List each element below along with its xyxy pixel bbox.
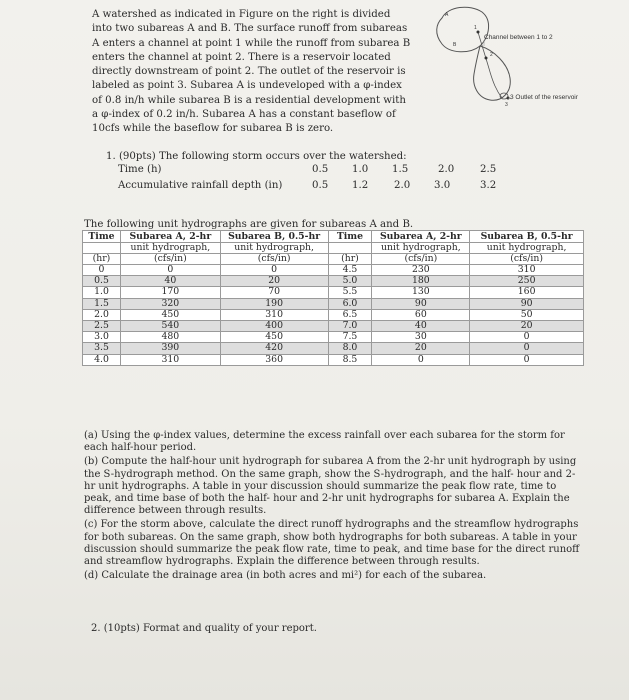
table-row: [83, 265, 584, 276]
question-line: (b) Compute the half-hour unit hydrograph for subarea A from the 2-hr unit hydrograph by using: [84, 456, 577, 468]
question-a: [84, 430, 580, 454]
sub-questions: [84, 430, 580, 584]
header-subarea-b-05hr: Subarea B, 0.5-hr: [220, 231, 328, 243]
table-cell: 0: [470, 343, 584, 354]
storm-depth-label: Accumulative rainfall depth (in): [118, 180, 283, 191]
table-row: [83, 276, 584, 287]
storm-depth-value: 0.5: [312, 180, 329, 191]
question-line: the S-hydrograph method. On the same graph, show the S-hydrograph, and the half- hour and 2-: [84, 468, 576, 480]
table-cell: 450: [220, 332, 328, 343]
storm-depth-value: 1.2: [352, 180, 369, 191]
intro-line: labeled as point 3. Subarea A is undeveloped with a φ-index: [92, 80, 402, 92]
table-header-row: [83, 231, 584, 243]
header-uh-line: unit hydrograph,: [372, 243, 470, 254]
header-time: Time: [83, 231, 121, 243]
question-2: 2. (10pts) Format and quality of your report.: [91, 623, 317, 634]
table-row: [83, 320, 584, 331]
table-cell: 190: [220, 298, 328, 309]
table-cell: 320: [120, 298, 220, 309]
table-cell: 540: [120, 320, 220, 331]
table-header-row: [83, 243, 584, 254]
header-unit-hr: (hr): [328, 254, 372, 265]
table-row: [83, 298, 584, 309]
table-cell: 6.0: [328, 298, 372, 309]
table-cell: 60: [372, 309, 470, 320]
table-cell: 0: [120, 265, 220, 276]
unit-hydrograph-intro: The following unit hydrographs are given for subareas A and B.: [84, 219, 414, 230]
table-cell: 40: [372, 320, 470, 331]
question-line: peak, and time base of both the half- hour and 2-hr unit hydrographs for subarea A. Explain the: [84, 493, 570, 505]
table-cell: 5.0: [328, 276, 372, 287]
question-line: difference between through results.: [84, 505, 267, 517]
table-cell: 1.0: [83, 287, 121, 298]
table-cell: 450: [120, 309, 220, 320]
storm-depth-value: 3.2: [480, 180, 497, 191]
question-d: [84, 570, 580, 582]
intro-line: into two subareas A and B. The surface runoff from subareas: [92, 23, 408, 35]
intro-line: a φ-index of 0.2 in/h. Subarea A has a constant baseflow of: [92, 109, 396, 121]
question-line: (c) For the storm above, calculate the direct runoff hydrographs and the streamflow hydrographs: [84, 519, 579, 531]
intro-paragraph: [92, 8, 422, 137]
table-cell: 3.0: [83, 332, 121, 343]
table-cell: 20: [220, 276, 328, 287]
intro-line: 10cfs while the baseflow for subarea B is zero.: [92, 123, 334, 135]
table-cell: 50: [470, 309, 584, 320]
header-unit-cfs: (cfs/in): [120, 254, 220, 265]
question-line: each half-hour period.: [84, 442, 197, 454]
table-cell: 20: [470, 320, 584, 331]
table-cell: 0: [470, 332, 584, 343]
header-blank: [328, 243, 372, 254]
diagram-label-3: 3: [505, 102, 508, 108]
table-cell: 360: [220, 354, 328, 365]
storm-time-label: Time (h): [118, 164, 162, 175]
intro-line: A watershed as indicated in Figure on the right is divided: [92, 9, 391, 20]
header-unit-hr: (hr): [83, 254, 121, 265]
table-cell: 160: [470, 287, 584, 298]
table-cell: 0: [470, 354, 584, 365]
header-subarea-a-2hr: Subarea A, 2-hr: [372, 231, 470, 243]
storm-depth-value: 2.0: [394, 180, 411, 191]
storm-time-value: 0.5: [312, 164, 329, 175]
table-cell: 0.5: [83, 276, 121, 287]
table-cell: 8.5: [328, 354, 372, 365]
table-cell: 390: [120, 343, 220, 354]
table-cell: 30: [372, 332, 470, 343]
diagram-label-1: 1: [474, 25, 477, 31]
question-line: for both subareas. On the same graph, show both hydrographs for both subareas. A table in your: [84, 531, 577, 543]
table-cell: 2.5: [83, 320, 121, 331]
table-cell: 90: [470, 298, 584, 309]
header-subarea-a-2hr: Subarea A, 2-hr: [120, 231, 220, 243]
intro-line: enters the channel at point 2. There is a reservoir located: [92, 51, 391, 63]
table-cell: 0: [372, 354, 470, 365]
channel-label: Channel between 1 to 2: [484, 34, 553, 41]
table-cell: 0: [220, 265, 328, 276]
table-cell: 0: [83, 265, 121, 276]
question-b: [84, 456, 580, 517]
table-row: [83, 332, 584, 343]
table-cell: 400: [220, 320, 328, 331]
table-cell: 180: [372, 276, 470, 287]
point-2-dot: [485, 57, 488, 60]
table-cell: 310: [120, 354, 220, 365]
header-unit-cfs: (cfs/in): [372, 254, 470, 265]
storm-time-value: 1.0: [352, 164, 369, 175]
table-header-row: [83, 254, 584, 265]
table-row: [83, 343, 584, 354]
table-cell: 420: [220, 343, 328, 354]
table-cell: 7.5: [328, 332, 372, 343]
channel-line: [478, 32, 502, 98]
table-row: [83, 354, 584, 365]
header-uh-line: unit hydrograph,: [220, 243, 328, 254]
table-cell: 1.5: [83, 298, 121, 309]
diagram-label-2: 2: [490, 52, 493, 58]
table-cell: 310: [220, 309, 328, 320]
table-cell: 70: [220, 287, 328, 298]
header-unit-cfs: (cfs/in): [470, 254, 584, 265]
table-cell: 4.0: [83, 354, 121, 365]
table-cell: 20: [372, 343, 470, 354]
table-cell: 310: [470, 265, 584, 276]
intro-line: directly downstream of point 2. The outlet of the reservoir is: [92, 66, 406, 78]
table-row: [83, 287, 584, 298]
storm-depth-value: 3.0: [434, 180, 451, 191]
intro-line: A enters a channel at point 1 while the runoff from subarea B: [92, 37, 411, 49]
table-cell: 90: [372, 298, 470, 309]
storm-time-value: 2.0: [438, 164, 455, 175]
header-blank: [83, 243, 121, 254]
header-uh-line: unit hydrograph,: [470, 243, 584, 254]
table-cell: 7.0: [328, 320, 372, 331]
question-line: and streamflow hydrographs. Explain the difference between through results.: [84, 556, 480, 568]
table-cell: 40: [120, 276, 220, 287]
table-cell: 230: [372, 265, 470, 276]
storm-time-value: 1.5: [392, 164, 409, 175]
table-cell: 6.5: [328, 309, 372, 320]
header-time: Time: [328, 231, 372, 243]
table-cell: 2.0: [83, 309, 121, 320]
header-subarea-b-05hr: Subarea B, 0.5-hr: [470, 231, 584, 243]
diagram-label-a: A: [445, 12, 449, 18]
table-cell: 3.5: [83, 343, 121, 354]
header-unit-cfs: (cfs/in): [220, 254, 328, 265]
table-cell: 5.5: [328, 287, 372, 298]
question-line: (a) Using the φ-index values, determine the excess rainfall over each subarea for the storm for: [84, 430, 565, 441]
outlet-label: 3 Outlet of the reservoir: [510, 94, 578, 101]
table-cell: 4.5: [328, 265, 372, 276]
table-cell: 130: [372, 287, 470, 298]
unit-hydrograph-table: [82, 230, 584, 366]
table-cell: 480: [120, 332, 220, 343]
table-cell: 170: [120, 287, 220, 298]
watershed-diagram: [420, 2, 629, 120]
question-line: discussion should summarize the peak flow rate, time to peak, and time base for the direct runoff: [84, 543, 580, 555]
storm-time-value: 2.5: [480, 164, 497, 175]
question-line: (d) Calculate the drainage area (in both acres and mi²) for each of the subarea.: [84, 570, 487, 582]
diagram-label-b: B: [453, 42, 457, 48]
header-uh-line: unit hydrograph,: [120, 243, 220, 254]
intro-line: of 0.8 in/h while subarea B is a residential development with: [92, 94, 406, 106]
question-1-heading: 1. (90pts) The following storm occurs over the watershed:: [106, 151, 407, 162]
table-cell: 250: [470, 276, 584, 287]
table-row: [83, 309, 584, 320]
question-line: hr unit hydrographs. A table in your discussion should summarize the peak flow rate, time to: [84, 480, 557, 492]
question-c: [84, 519, 580, 568]
table-cell: 8.0: [328, 343, 372, 354]
